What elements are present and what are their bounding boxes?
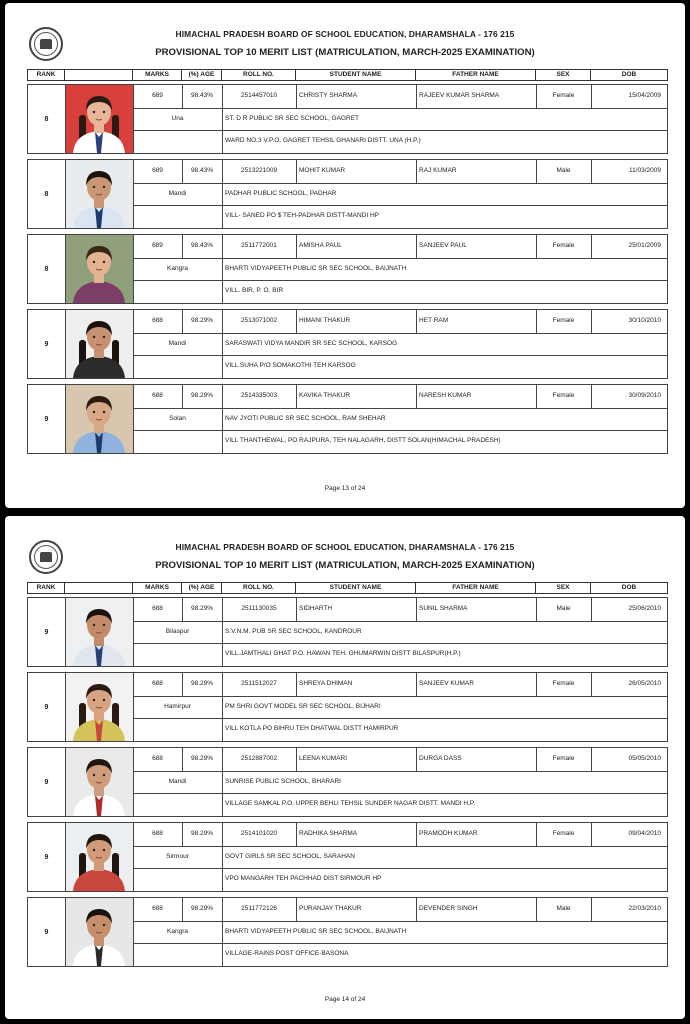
student-photo [65,385,133,453]
student-photo [65,160,133,228]
grid-line [65,823,66,891]
merit-record [27,309,668,379]
percentage-cell: 98.29% [190,317,214,324]
dob-cell: 05/05/2010 [628,755,661,762]
sex-cell: Female [552,680,575,687]
roll-no-cell: 2514457010 [240,92,278,99]
student-photo [65,748,133,816]
rank-cell: 8 [44,265,49,273]
district-cell: Mandi [168,190,187,197]
grid-line [65,160,66,228]
dob-cell: 30/10/2010 [628,317,661,324]
district-cell: Kangra [167,928,188,935]
roll-no-cell: 2513221009 [240,167,278,174]
address-cell: VPO MANGARH TEH PACHHAD DIST SIRMOUR HP [225,875,382,882]
address-cell: VILLAGE SAMKAL P.O. UPPER BEHLI TEHSIL SUNDER NAGAR DISTT. MANDI H.P. [225,800,476,807]
merit-list-page-13 [5,3,685,508]
dob-cell: 09/04/2010 [628,830,661,837]
roll-no-cell: 2511772126 [241,905,277,912]
page-footer: Page 13 of 24 [324,485,366,492]
rank-cell: 9 [44,778,49,786]
district-cell: Una [171,115,184,122]
student-photo [65,235,133,303]
sex-cell: Female [552,830,575,837]
address-cell: WARD NO.3 V.P.O. GAGRET TEHSIL GHANARI DISTT. UNA (H.P.) [225,137,421,144]
sex-cell: Female [552,755,575,762]
merit-record [27,159,668,229]
sex-cell: Female [552,317,575,324]
student-photo [65,823,133,891]
student-name-cell: SIDHARTH [299,605,333,612]
sex-cell: Female [552,242,575,249]
district-cell: Mandi [168,778,187,785]
merit-record [27,747,668,817]
merit-list-page-14 [5,516,685,1019]
list-title: PROVISIONAL TOP 10 MERIT LIST (MATRICULATION, MARCH-2025 EXAMINATION) [155,560,535,571]
rank-cell: 8 [44,115,49,123]
grid-line [65,898,66,966]
address-cell: VILL. BIR, P. O. BIR [225,287,284,294]
student-name-cell: SHREYA DHIMAN [299,680,353,687]
father-name-cell: HET RAM [419,317,449,324]
col-rank: RANK [28,583,65,593]
dob-cell: 25/06/2010 [628,605,661,612]
percentage-cell: 98.29% [190,392,214,399]
student-photo [65,673,133,741]
address-cell: VILL.JAMTHALI GHAT P.O. HAWAN TEH. GHUMARWIN DISTT BILASPUR(H.P.) [225,650,461,657]
col-photo [65,70,133,80]
percentage-cell: 98.29% [190,905,214,912]
list-title: PROVISIONAL TOP 10 MERIT LIST (MATRICULATION, MARCH-2025 EXAMINATION) [155,47,535,58]
school-name-cell: PM SHRI GOVT MODEL SR SEC SCHOOL, BIJHARI [225,703,381,710]
grid-line [65,85,66,153]
school-name-cell: SARASWATI VIDYA MANDIR SR SEC SCHOOL, KARSOG [225,340,398,347]
merit-record [27,384,668,454]
district-cell: Sirmour [166,853,189,860]
address-cell: VILL- SANED PO $ TEH-PADHAR DISTT-MANDI HP [225,212,379,219]
marks-cell: 689 [152,242,163,249]
merit-record [27,84,668,154]
student-name-cell: AMISHA PAUL [299,242,342,249]
rank-cell: 9 [44,703,49,711]
marks-cell: 689 [152,167,163,174]
address-cell: VILL THANTHEWAL, PO RAJPURA, TEH NALAGARH, DISTT SOLAN(HIMACHAL PRADESH) [225,437,501,444]
marks-cell: 688 [152,680,163,687]
rank-cell: 9 [44,415,49,423]
roll-no-cell: 2511772001 [241,242,277,249]
student-name-cell: HIMANI THAKUR [299,317,351,324]
student-name-cell: RADHIKA SHARMA [299,830,358,837]
school-name-cell: GOVT GIRLS SR SEC SCHOOL, SARAHAN [225,853,355,860]
grid-line [65,748,66,816]
grid-line [65,235,66,303]
rank-cell: 9 [44,928,49,936]
student-photo [65,85,133,153]
col-sex: SEX [536,583,591,593]
student-photo [65,898,133,966]
district-cell: Mandi [168,340,187,347]
student-name-cell: MOHIT KUMAR [299,167,346,174]
percentage-cell: 98.43% [190,167,214,174]
student-photo [65,310,133,378]
col-student-name: STUDENT NAME [296,583,416,593]
col-father-name: FATHER NAME [416,70,536,80]
district-cell: Hamirpur [164,703,191,710]
dob-cell: 25/01/2009 [628,242,661,249]
percentage-cell: 98.43% [190,242,214,249]
merit-record [27,897,668,967]
col-percentage: (%) AGE [182,70,222,80]
percentage-cell: 98.29% [190,755,214,762]
marks-cell: 688 [152,605,163,612]
merit-record [27,672,668,742]
col-roll-no: ROLL NO. [222,583,296,593]
col-rank: RANK [28,70,65,80]
merit-record [27,597,668,667]
roll-no-cell: 2514335003 [240,392,278,399]
roll-no-cell: 2514101020 [240,830,278,837]
father-name-cell: SANJEEV PAUL [419,242,467,249]
rank-cell: 9 [44,628,49,636]
rank-cell: 9 [44,340,49,348]
father-name-cell: SANJEEV KUMAR [419,680,474,687]
column-header-row [27,69,668,81]
sex-cell: Male [556,167,571,174]
school-name-cell: NAV JYOTI PUBLIC SR SEC SCHOOL, RAM SHEHAR [225,415,386,422]
dob-cell: 22/03/2010 [628,905,661,912]
dob-cell: 11/03/2009 [628,167,661,174]
school-name-cell: SUNRISE PUBLIC SCHOOL, BHARARI [225,778,341,785]
student-photo [65,598,133,666]
percentage-cell: 98.43% [190,92,214,99]
col-marks: MARKS [133,70,182,80]
merit-record [27,822,668,892]
marks-cell: 688 [152,830,163,837]
school-name-cell: BHARTI VIDYAPEETH PUBLIC SR SEC SCHOOL, BAIJNATH [225,928,407,935]
father-name-cell: DEVENDER SINGH [419,905,478,912]
marks-cell: 689 [152,92,163,99]
col-father-name: FATHER NAME [416,583,536,593]
percentage-cell: 98.29% [190,830,214,837]
dob-cell: 30/09/2010 [628,392,661,399]
marks-cell: 688 [152,317,163,324]
school-name-cell: BHARTI VIDYAPEETH PUBLIC SR SEC SCHOOL, BAIJNATH [225,265,407,272]
district-cell: Solan [169,415,186,422]
father-name-cell: RAJ KUMAR [419,167,457,174]
percentage-cell: 98.29% [190,605,214,612]
student-name-cell: PURANJAY THAKUR [299,905,362,912]
father-name-cell: PRAMODH KUMAR [419,830,478,837]
percentage-cell: 98.29% [190,680,214,687]
school-name-cell: ST. D R PUBLIC SR SEC SCHOOL, GAGRET [225,115,359,122]
address-cell: VILLAGE-RAINS POST OFFICE-BASONA [225,950,349,957]
page-footer: Page 14 of 24 [324,996,366,1003]
page-header [5,516,685,578]
student-name-cell: LEENA KUMARI [299,755,348,762]
rank-cell: 9 [44,853,49,861]
dob-cell: 26/05/2010 [628,680,661,687]
sex-cell: Female [552,92,575,99]
col-dob: DOB [621,71,637,78]
col-sex: SEX [536,70,591,80]
column-header-row [27,582,668,594]
student-name-cell: CHRISTY SHARMA [299,92,358,99]
board-name: HIMACHAL PRADESH BOARD OF SCHOOL EDUCATION, DHARAMSHALA - 176 215 [175,542,515,552]
col-student-name: STUDENT NAME [296,70,416,80]
roll-no-cell: 2511512027 [241,680,277,687]
marks-cell: 688 [152,905,163,912]
col-percentage: (%) AGE [182,583,222,593]
student-name-cell: KAVIKA THAKUR [299,392,351,399]
grid-line [65,673,66,741]
grid-line [65,385,66,453]
school-name-cell: PADHAR PUBLIC SCHOOL, PADHAR [225,190,337,197]
grid-line [65,310,66,378]
col-dob: DOB [621,584,637,591]
school-name-cell: S.V.N.M. PUB SR SEC SCHOOL, KANDROUR [225,628,362,635]
dob-cell: 15/04/2009 [628,92,661,99]
district-cell: Bilaspur [165,628,190,635]
roll-no-cell: 2512887002 [240,755,278,762]
sex-cell: Male [556,905,571,912]
father-name-cell: SUNIL SHARMA [419,605,468,612]
address-cell: VILL SUHA P/O SOMAKOTHI TEH KARSOG [225,362,356,369]
father-name-cell: RAJEEV KUMAR SHARMA [419,92,500,99]
grid-line [65,598,66,666]
roll-no-cell: 2511130035 [241,605,277,612]
sex-cell: Male [556,605,571,612]
marks-cell: 688 [152,392,163,399]
address-cell: VILL KOTLA PO BIHRU TEH DHATWAL DISTT HAMIRPUR [225,725,399,732]
col-photo [65,583,133,593]
district-cell: Kangra [167,265,188,272]
sex-cell: Female [552,392,575,399]
col-marks: MARKS [133,583,182,593]
roll-no-cell: 2513071002 [240,317,278,324]
marks-cell: 688 [152,755,163,762]
board-name: HIMACHAL PRADESH BOARD OF SCHOOL EDUCATION, DHARAMSHALA - 176 215 [175,29,515,39]
rank-cell: 8 [44,190,49,198]
father-name-cell: NARESH KUMAR [419,392,472,399]
col-roll-no: ROLL NO. [222,70,296,80]
father-name-cell: DURGA DASS [419,755,462,762]
page-header [5,3,685,65]
merit-record [27,234,668,304]
